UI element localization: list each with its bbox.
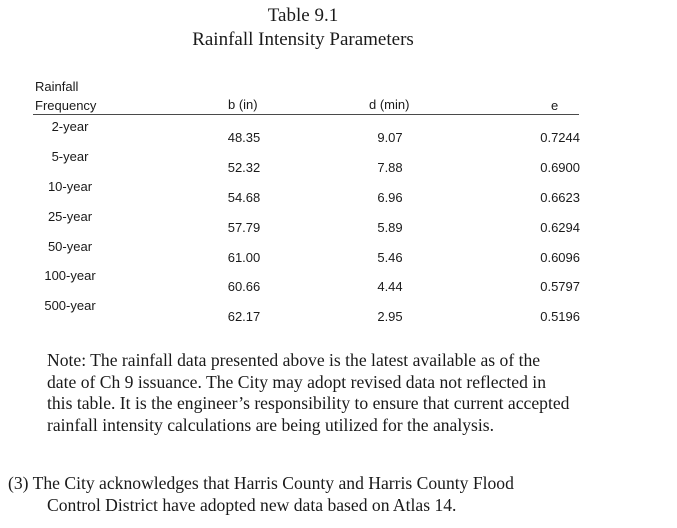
cell-d: 4.44: [377, 279, 403, 294]
cell-e: 0.6623: [540, 190, 580, 205]
table-row: [0, 268, 677, 298]
table-row: [0, 298, 677, 328]
header-e: e: [551, 98, 559, 113]
table-number: Table 9.1: [267, 5, 339, 26]
table-row: [0, 179, 677, 209]
cell-e: 0.5196: [540, 309, 580, 324]
header-rule: [33, 114, 579, 115]
cell-frequency: 25-year: [47, 209, 93, 224]
cell-frequency: 100-year: [44, 268, 96, 283]
cell-frequency: 10-year: [47, 179, 93, 194]
item-line: Control District have adopted new data based on Atlas 14.: [47, 494, 457, 515]
cell-d: 5.46: [377, 250, 403, 265]
cell-e: 0.6294: [540, 220, 580, 235]
cell-frequency: 2-year: [51, 119, 89, 134]
cell-b: 52.32: [227, 160, 261, 175]
header-d: d (min): [369, 97, 410, 112]
table-row: [0, 239, 677, 269]
cell-e: 0.6096: [540, 250, 580, 265]
cell-e: 0.6900: [540, 160, 580, 175]
cell-b: 61.00: [227, 250, 261, 265]
table-note: [47, 350, 672, 436]
note-line: this table. It is the engineer’s responsibility to ensure that current accepted: [47, 393, 570, 413]
item-line: (3) The City acknowledges that Harris County and Harris County Flood: [8, 473, 514, 493]
note-line: rainfall intensity calculations are being utilized for the analysis.: [47, 414, 495, 435]
header-b: b (in): [228, 97, 258, 112]
table-row: [0, 209, 677, 239]
header-frequency-line1: Rainfall: [35, 79, 79, 94]
cell-frequency: 500-year: [44, 298, 96, 313]
cell-frequency: 50-year: [47, 239, 93, 254]
cell-d: 2.95: [377, 309, 403, 324]
cell-e: 0.7244: [540, 130, 580, 145]
note-line: date of Ch 9 issuance. The City may adopt revised data not reflected in: [47, 371, 546, 392]
cell-b: 48.35: [227, 130, 261, 145]
cell-b: 54.68: [227, 190, 261, 205]
cell-b: 60.66: [227, 279, 261, 294]
cell-b: 57.79: [227, 220, 261, 235]
table-title: Rainfall Intensity Parameters: [192, 29, 414, 50]
cell-d: 5.89: [377, 220, 403, 235]
cell-d: 6.96: [377, 190, 403, 205]
cell-b: 62.17: [227, 309, 261, 324]
table-row: [0, 149, 677, 179]
cell-frequency: 5-year: [51, 149, 89, 164]
header-frequency-line2: Frequency: [35, 98, 97, 113]
table-row: [0, 119, 677, 149]
cell-d: 7.88: [377, 160, 403, 175]
cell-e: 0.5797: [540, 279, 580, 294]
cell-d: 9.07: [377, 130, 403, 145]
note-line: Note: The rainfall data presented above is the latest available as of the: [47, 350, 541, 370]
list-item-3: [8, 473, 673, 516]
